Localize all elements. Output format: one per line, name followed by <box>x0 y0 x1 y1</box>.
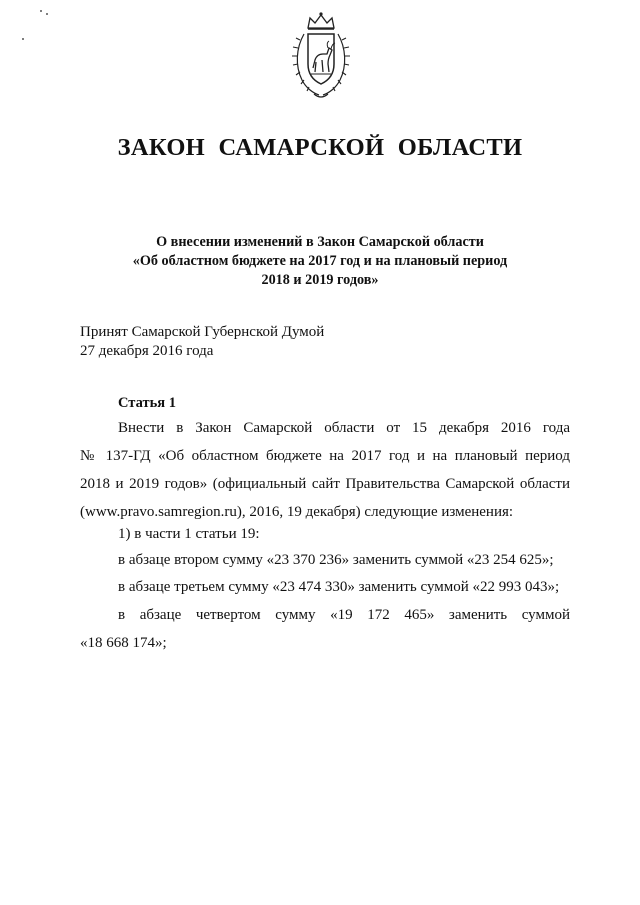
scan-speck <box>46 13 48 15</box>
amendment-item-continuation: «18 668 174»; <box>80 635 167 651</box>
article-intro-paragraph <box>80 414 570 526</box>
article-heading: Статья 1 <box>118 395 176 411</box>
paragraph-line: Внести в Закон Самарской области от 15 декабря 2016 года <box>118 420 570 436</box>
samara-coat-of-arms-icon <box>288 10 354 102</box>
scan-speck <box>40 10 42 12</box>
subject-line: О внесении изменений в Закон Самарской области <box>156 234 484 250</box>
paragraph-line: 2018 и 2019 годов» (официальный сайт Правительства Самарской области <box>80 476 570 492</box>
adoption-note <box>80 323 324 361</box>
amendment-item: 1) в части 1 статьи 19: <box>118 526 260 542</box>
scan-speck <box>22 38 24 40</box>
paragraph-line: № 137-ГД «Об областном бюджете на 2017 год и на плановый период <box>80 448 570 464</box>
amendment-item: в абзаце четвертом сумму «19 172 465» заменить суммой <box>118 607 570 623</box>
adoption-line: Принят Самарской Губернской Думой <box>80 324 325 340</box>
adoption-date: 27 декабря 2016 года <box>80 343 214 359</box>
subject-line: 2018 и 2019 годов» <box>261 272 379 288</box>
paragraph-line: (www.pravo.samregion.ru), 2016, 19 декабря) следующие изменения: <box>80 504 514 520</box>
subject-line: «Об областном бюджете на 2017 год и на плановый период <box>132 253 508 269</box>
law-subject <box>70 233 570 290</box>
law-title: ЗАКОН САМАРСКОЙ ОБЛАСТИ <box>117 134 523 161</box>
amendment-item: в абзаце третьем сумму «23 474 330» заменить суммой «22 993 043»; <box>118 579 560 595</box>
amendment-item: в абзаце втором сумму «23 370 236» заменить суммой «23 254 625»; <box>118 552 554 568</box>
